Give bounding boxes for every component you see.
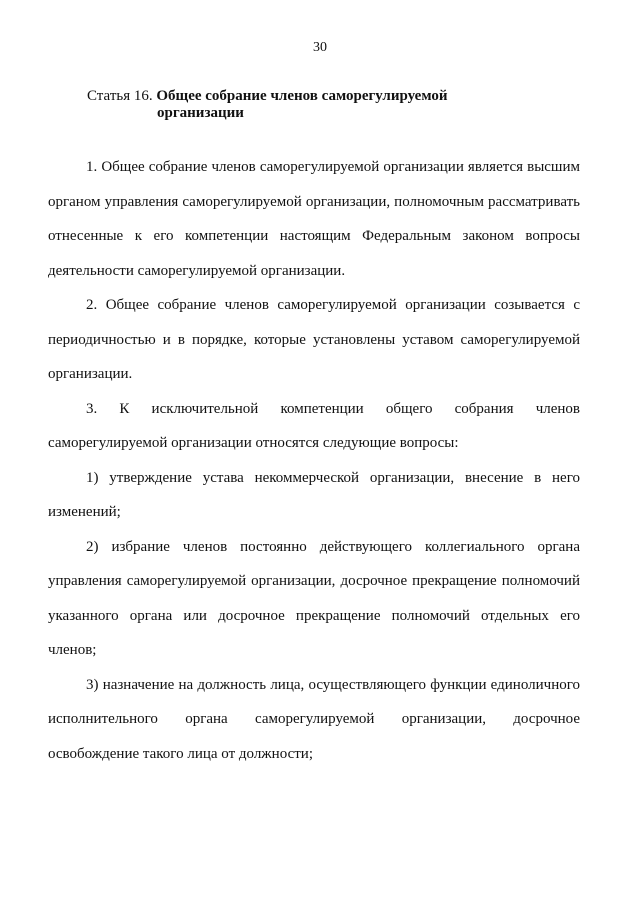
- article-number: Статья 16.: [87, 88, 153, 104]
- list-item-1: 1) утверждение устава некоммерческой организации, внесение в него изменений;: [48, 469, 580, 520]
- paragraph-2: 2. Общее собрание членов саморегулируемой организации созывается с периодичностью и в порядке, которые установлены уставом саморегулируемой организации.: [48, 297, 580, 382]
- list-item-3: 3) назначение на должность лица, осуществляющего функции единоличного исполнительного органа саморегулируемой организации, досрочное освобождение такого лица от должности;: [48, 676, 580, 762]
- article-title-line-2: организации: [157, 105, 244, 121]
- article-body: [48, 150, 580, 771]
- list-item-2: 2) избрание членов постоянно действующего коллегиального органа управления саморегулируемой организации, досрочное прекращение полномочий указанного органа или досрочное прекращение полномочий отдельных его членов;: [48, 538, 580, 658]
- paragraph-1: 1. Общее собрание членов саморегулируемой организации является высшим органом управления саморегулируемой организации, полномочным рассматривать отнесенные к его компетенции настоящим Федеральным законом вопросы деятельности саморегулируемой организации.: [48, 159, 580, 279]
- page-number: 30: [313, 40, 327, 55]
- paragraph-3: 3. К исключительной компетенции общего собрания членов саморегулируемой организации относятся следующие вопросы:: [48, 400, 580, 451]
- article-heading: [87, 88, 557, 122]
- article-title-line-1: Общее собрание членов саморегулируемой: [156, 88, 448, 104]
